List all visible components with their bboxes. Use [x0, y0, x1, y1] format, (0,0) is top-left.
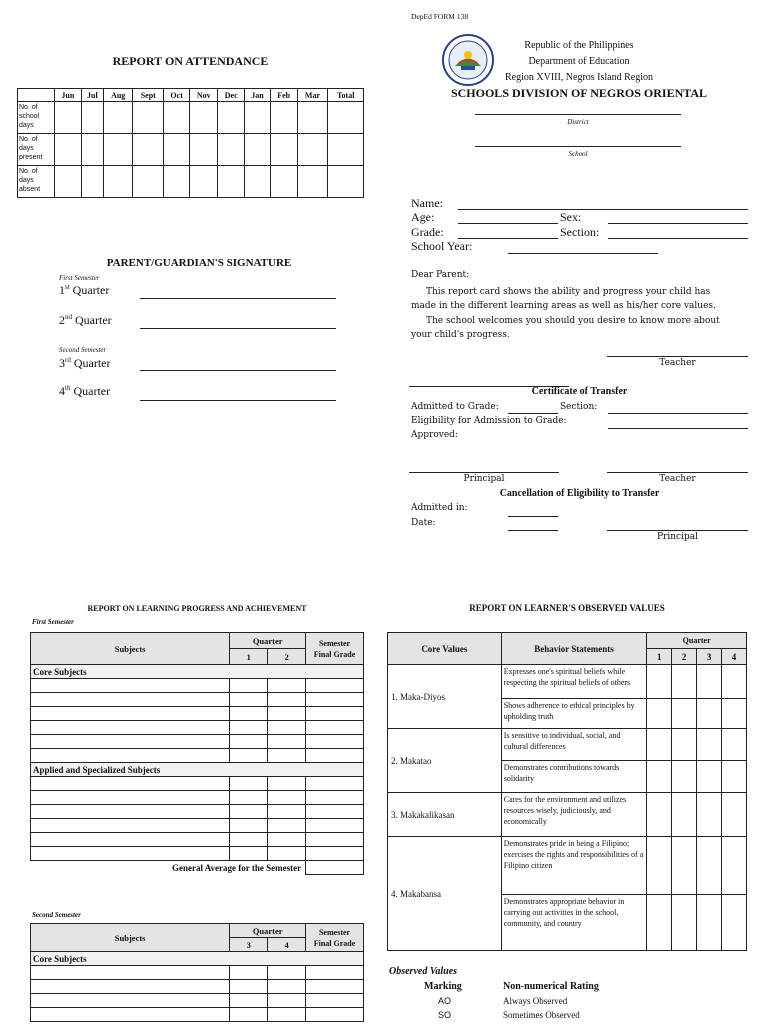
grade-label: Grade:: [411, 225, 444, 239]
core-values-header: Core Values: [388, 633, 502, 665]
row-label: No. of school days: [18, 102, 55, 134]
core-value-name: 2. Makatao: [388, 729, 502, 793]
school-label: School: [568, 150, 588, 158]
age-field[interactable]: [458, 223, 558, 224]
school-year-label: School Year:: [411, 239, 473, 253]
observed-values-table: [387, 632, 747, 951]
quarter-number: 2: [672, 649, 697, 665]
district-line[interactable]: [475, 114, 681, 115]
sex-field[interactable]: [608, 223, 748, 224]
general-average-cell[interactable]: [306, 861, 364, 875]
quarter-number: 3: [230, 938, 268, 952]
table-row: [31, 966, 364, 980]
parent-signature-title: PARENT/GUARDIAN'S SIGNATURE: [106, 257, 292, 269]
principal-label: Principal: [463, 474, 505, 484]
letter-line: The school welcomes you should you desire to know more about: [426, 316, 720, 326]
table-row: [31, 980, 364, 994]
quarter-number: 1: [230, 649, 268, 665]
table-row: [388, 729, 747, 761]
grade-field[interactable]: [458, 238, 558, 239]
first-semester-label: First Semester: [59, 274, 100, 282]
table-row: [31, 735, 364, 749]
quarter-number: 3: [697, 649, 722, 665]
applied-subjects-label: Applied and Specialized Subjects: [31, 763, 364, 777]
table-row: [31, 805, 364, 819]
quarter-number: 1: [647, 649, 672, 665]
month-header: Jul: [81, 89, 103, 102]
transfer-teacher-label: Teacher: [659, 474, 696, 484]
marking-code: AO: [438, 996, 452, 1006]
quarter-3-label: 3rd Quarter: [59, 356, 111, 370]
region-text: Region XVIII, Negros Island Region: [504, 72, 654, 83]
name-field[interactable]: [458, 209, 748, 210]
core-value-name: 4. Makabansa: [388, 837, 502, 951]
section-field[interactable]: [608, 238, 748, 239]
table-row: [31, 679, 364, 693]
learning-title: REPORT ON LEARNING PROGRESS AND ACHIEVEMENT: [87, 604, 307, 613]
quarter-4-label: 4th Quarter: [59, 384, 111, 398]
quarter-1-label: 1st Quarter: [59, 283, 110, 297]
subjects-header: Subjects: [31, 633, 230, 665]
behavior-statement: Cares for the environment and utilizes resources wisely, judiciously, and economically: [501, 793, 647, 837]
quarter-2-signature-line[interactable]: [140, 328, 336, 329]
behavior-statement: Demonstrates appropriate behavior in carrying out activities in the school, community, and country: [501, 895, 647, 951]
table-row: [31, 721, 364, 735]
behavior-statement: Shows adherence to ethical principles by upholding truth: [501, 699, 647, 729]
month-header: Total: [328, 89, 364, 102]
teacher-label: Teacher: [659, 358, 696, 368]
quarter-number: 4: [722, 649, 747, 665]
sex-label: Sex:: [560, 210, 582, 224]
age-label: Age:: [411, 210, 435, 224]
table-row: [31, 994, 364, 1008]
school-year-field[interactable]: [508, 253, 658, 254]
attendance-row: [18, 166, 364, 198]
table-row: [388, 665, 747, 699]
marking-desc: Always Observed: [503, 996, 568, 1006]
behavior-header: Behavior Statements: [501, 633, 647, 665]
teacher-signature-line[interactable]: [607, 356, 748, 357]
transfer-teacher-line[interactable]: [607, 472, 748, 473]
quarter-2-label: 2nd Quarter: [59, 313, 112, 327]
month-header: Oct: [164, 89, 190, 102]
quarter-3-signature-line[interactable]: [140, 370, 336, 371]
first-semester-table: [30, 632, 364, 875]
cancellation-title: Cancellation of Eligibility to Transfer: [499, 488, 660, 499]
second-semester-table: [30, 923, 364, 1022]
row-label: No. of days present: [18, 134, 55, 166]
approved-label: Approved:: [411, 430, 458, 440]
month-header: Dec: [218, 89, 245, 102]
month-header: Nov: [190, 89, 218, 102]
table-row: [31, 707, 364, 721]
transfer-section-label: Section:: [560, 402, 598, 412]
quarter-header: Quarter: [230, 924, 306, 938]
quarter-header: Quarter: [647, 633, 747, 649]
transfer-title: Certificate of Transfer: [531, 386, 628, 397]
behavior-statement: Demonstrates contributions towards solidarity: [501, 761, 647, 793]
letter-line: your child's progress.: [411, 330, 510, 340]
admitted-to-grade-field[interactable]: [508, 413, 558, 414]
final-grade-header: Semester Final Grade: [306, 633, 364, 665]
attendance-title: REPORT ON ATTENDANCE: [112, 54, 269, 68]
school-line[interactable]: [475, 146, 681, 147]
core-value-name: 1. Maka-Diyos: [388, 665, 502, 729]
district-label: District: [567, 118, 589, 126]
transfer-section-field[interactable]: [608, 413, 748, 414]
general-average-label: General Average for the Semester: [171, 862, 302, 873]
table-row: [31, 847, 364, 861]
marking-header: Marking: [424, 981, 462, 992]
attendance-row: [18, 102, 364, 134]
section-label: Section:: [560, 225, 600, 239]
quarter-4-signature-line[interactable]: [140, 400, 336, 401]
table-row: [31, 833, 364, 847]
table-row: [31, 819, 364, 833]
learning-second-semester: Second Semester: [32, 911, 81, 919]
republic-text: Republic of the Philippines: [524, 40, 634, 51]
quarter-header: Quarter: [230, 633, 306, 649]
month-header: Jan: [245, 89, 271, 102]
core-value-name: 3. Makakalikasan: [388, 793, 502, 837]
eligibility-field[interactable]: [608, 428, 748, 429]
subjects-header: Subjects: [31, 924, 230, 952]
principal-signature-line[interactable]: [409, 472, 559, 473]
table-row: [31, 749, 364, 763]
admitted-in-field[interactable]: [508, 516, 558, 517]
attendance-row: [18, 134, 364, 166]
core-subjects-label: Core Subjects: [31, 952, 364, 966]
row-label: No. of days absent: [18, 166, 55, 198]
behavior-statement: Is sensitive to individual, social, and cultural differences: [501, 729, 647, 761]
table-row: [388, 793, 747, 837]
quarter-number: 4: [268, 938, 306, 952]
form-code: DepEd FORM 138: [411, 12, 469, 21]
observed-values-title: Observed Values: [389, 966, 458, 977]
month-header: Mar: [297, 89, 328, 102]
division-title: SCHOOLS DIVISION OF NEGROS ORIENTAL: [450, 86, 708, 100]
core-subjects-label: Core Subjects: [31, 665, 364, 679]
name-label: Name:: [411, 196, 443, 210]
deped-seal-icon: [441, 33, 495, 87]
month-header: Jun: [55, 89, 82, 102]
table-row: [31, 791, 364, 805]
letter-line: This report card shows the ability and progress your child has: [426, 287, 711, 297]
second-semester-label: Second Semester: [59, 346, 107, 354]
final-grade-header: Semester Final Grade: [306, 924, 364, 952]
eligibility-label: Eligibility for Admission to Grade:: [411, 416, 567, 426]
month-header: Aug: [104, 89, 133, 102]
letter-salutation: Dear Parent:: [411, 270, 470, 280]
date-field[interactable]: [508, 530, 558, 531]
admitted-in-label: Admitted in:: [411, 503, 468, 513]
letter-line: made in the different learning areas as well as his/her core values.: [411, 301, 716, 311]
table-row: [31, 777, 364, 791]
learning-first-semester: First Semester: [32, 618, 74, 626]
rating-header: Non-numerical Rating: [503, 981, 599, 992]
quarter-1-signature-line[interactable]: [140, 298, 336, 299]
admitted-to-grade-label: Admitted to Grade:: [411, 402, 499, 412]
values-title: REPORT ON LEARNER'S OBSERVED VALUES: [469, 603, 665, 613]
table-row: [388, 837, 747, 895]
date-label: Date:: [411, 518, 436, 528]
cancel-principal-label: Principal: [657, 532, 698, 542]
marking-code: SO: [438, 1010, 452, 1020]
month-header: Feb: [270, 89, 297, 102]
behavior-statement: Expresses one's spiritual beliefs while respecting the spiritual beliefs of others: [501, 665, 647, 699]
department-text: Department of Education: [528, 56, 630, 67]
marking-desc: Sometimes Observed: [503, 1010, 580, 1020]
quarter-number: 2: [268, 649, 306, 665]
cancel-principal-line[interactable]: [607, 530, 748, 531]
month-header: Sept: [133, 89, 164, 102]
attendance-table: [17, 88, 364, 198]
table-row: [31, 1008, 364, 1022]
behavior-statement: Demonstrates pride in being a Filipino; exercises the rights and responsibilities of a Filipino citizen: [501, 837, 647, 895]
table-row: [31, 693, 364, 707]
